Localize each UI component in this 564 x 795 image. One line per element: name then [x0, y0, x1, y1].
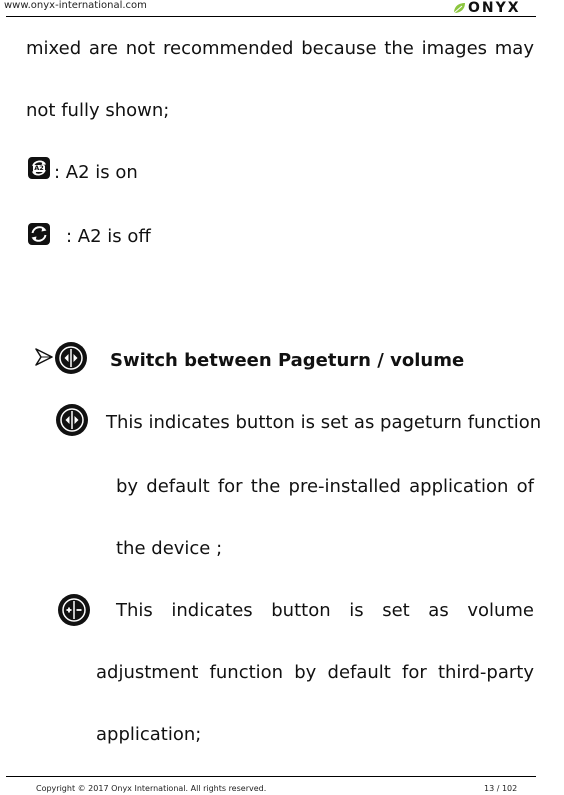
- a2-off-label: : A2 is off: [66, 226, 151, 247]
- pageturn-icon: [55, 342, 87, 374]
- page-header: [0, 0, 564, 16]
- leaf-icon: [452, 1, 466, 15]
- body-line: This indicates button is set as pageturn function: [106, 412, 542, 433]
- body-line: the device ;: [116, 538, 223, 559]
- body-line: application;: [96, 724, 202, 745]
- body-line: not fully shown;: [26, 100, 170, 121]
- footer-divider: [6, 776, 536, 777]
- body-line: This indicates button is set as volume: [116, 600, 534, 621]
- volume-icon: [58, 594, 90, 626]
- arrow-bullet-icon: [35, 348, 53, 366]
- page-number: 13 / 102: [484, 784, 518, 793]
- site-url: www.onyx-international.com: [4, 0, 147, 11]
- body-line: by default for the pre-installed application of: [116, 476, 534, 497]
- a2-on-label: : A2 is on: [54, 162, 138, 183]
- a2-badge-text: A2: [34, 164, 44, 172]
- logo-text: ONYX: [468, 0, 521, 16]
- pageturn-icon: [56, 404, 88, 436]
- body-line: mixed are not recommended because the images may: [26, 38, 534, 59]
- onyx-logo: [452, 0, 521, 16]
- copyright-text: Copyright © 2017 Onyx International. All rights reserved.: [36, 784, 267, 793]
- a2-off-icon: [28, 223, 50, 245]
- section-title: Switch between Pageturn / volume: [110, 350, 465, 371]
- header-divider: [6, 16, 536, 17]
- body-line: adjustment function by default for third-party: [96, 662, 534, 683]
- a2-on-icon: [28, 157, 50, 179]
